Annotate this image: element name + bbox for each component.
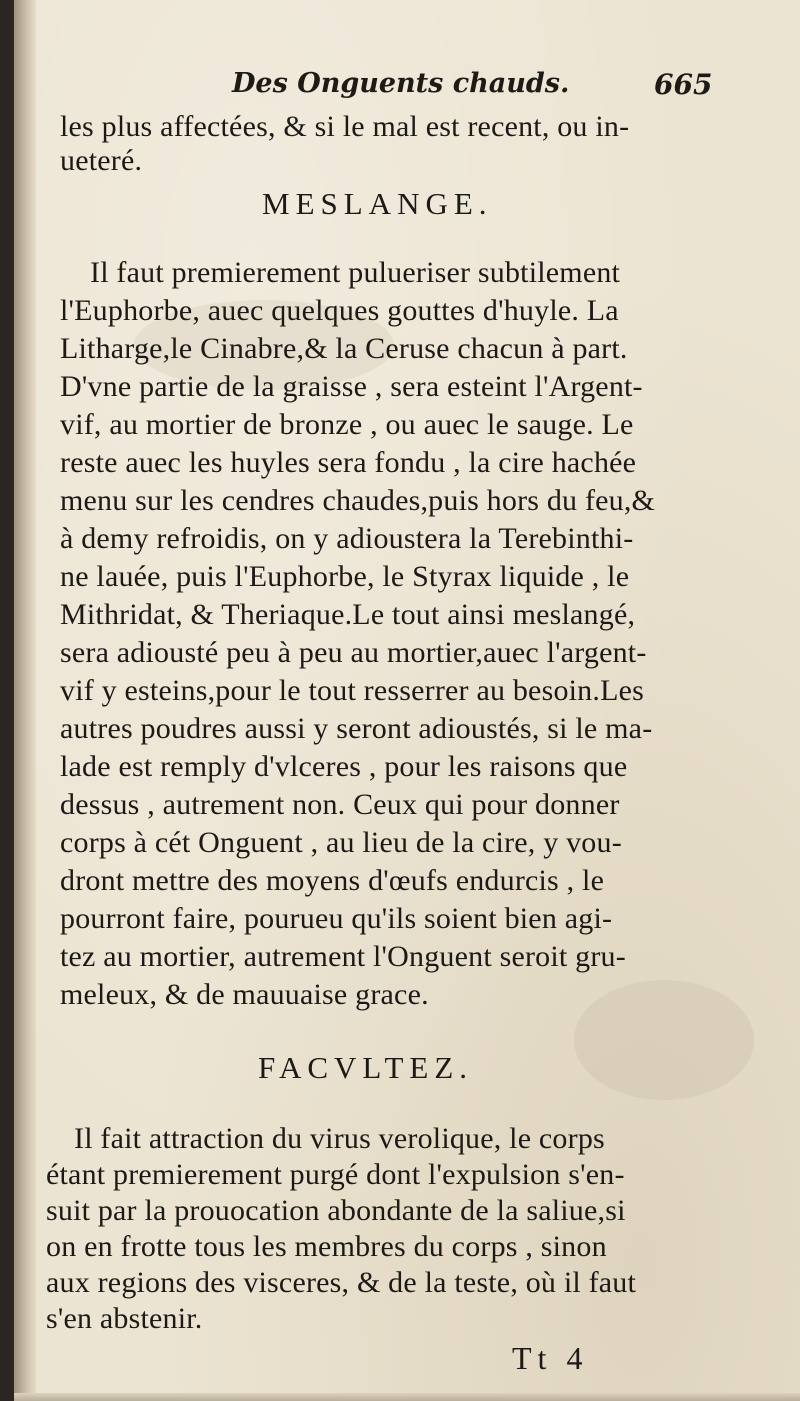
text-line: aux regions des visceres, & de la teste, où il faut xyxy=(46,1266,637,1299)
text-line: autres poudres aussi y seront adioustés, si le ma- xyxy=(60,712,653,745)
text-line: reste auec les huyles sera fondu , la cire hachée xyxy=(60,446,637,479)
text-line: étant premierement purgé dont l'expulsion s'en- xyxy=(46,1158,625,1191)
text-line: l'Euphorbe, auec quelques gouttes d'huyle. La xyxy=(60,294,619,327)
running-head-title: Des Onguents chauds. xyxy=(232,68,570,99)
text-line: dessus , autrement non. Ceux qui pour donner xyxy=(60,788,620,821)
text-line: les plus affectées, & si le mal est recent, ou in- xyxy=(60,110,630,143)
text-line: à demy refroidis, on y adioustera la Terebinthi- xyxy=(60,522,634,555)
page-number: 665 xyxy=(654,68,713,101)
text-line: lade est remply d'vlceres , pour les raisons que xyxy=(60,750,628,783)
text-line: Il fait attraction du virus verolique, le corps xyxy=(74,1122,605,1155)
body-text xyxy=(14,0,800,1401)
signature-mark: Tt 4 xyxy=(512,1340,589,1376)
text-line: sera adiousté peu à peu au mortier,auec l'argent- xyxy=(60,636,647,669)
text-line: Litharge,le Cinabre,& la Ceruse chacun à part. xyxy=(60,332,628,365)
text-line: menu sur les cendres chaudes,puis hors du feu,& xyxy=(60,484,656,517)
section-heading-meslange: MESLANGE. xyxy=(262,186,493,221)
text-line: tez au mortier, autrement l'Onguent seroit gru- xyxy=(60,940,626,973)
text-line: Il faut premierement pulueriser subtilement xyxy=(90,256,621,289)
book-page xyxy=(14,0,800,1401)
text-line: vif y esteins,pour le tout resserrer au besoin.Les xyxy=(60,674,644,707)
text-line: dront mettre des moyens d'œufs endurcis , le xyxy=(60,864,605,897)
text-line: Mithridat, & Theriaque.Le tout ainsi meslangé, xyxy=(60,598,636,631)
text-line: ueteré. xyxy=(60,144,143,177)
text-line: vif, au mortier de bronze , ou auec le sauge. Le xyxy=(60,408,634,441)
text-line: corps à cét Onguent , au lieu de la cire, y vou- xyxy=(60,826,622,859)
text-line: suit par la prouocation abondante de la saliue,si xyxy=(46,1194,626,1227)
text-line: on en frotte tous les membres du corps , sinon xyxy=(46,1230,607,1263)
text-line: D'vne partie de la graisse , sera esteint l'Argent- xyxy=(60,370,643,403)
text-line: ne lauée, puis l'Euphorbe, le Styrax liquide , le xyxy=(60,560,630,593)
text-line: pourront faire, pourueu qu'ils soient bien agi- xyxy=(60,902,613,935)
section-heading-facultez: FACVLTEZ. xyxy=(258,1050,474,1085)
page-bottom-edge xyxy=(14,1393,800,1401)
text-line: s'en abstenir. xyxy=(46,1302,203,1335)
text-line: meleux, & de mauuaise grace. xyxy=(60,978,429,1011)
